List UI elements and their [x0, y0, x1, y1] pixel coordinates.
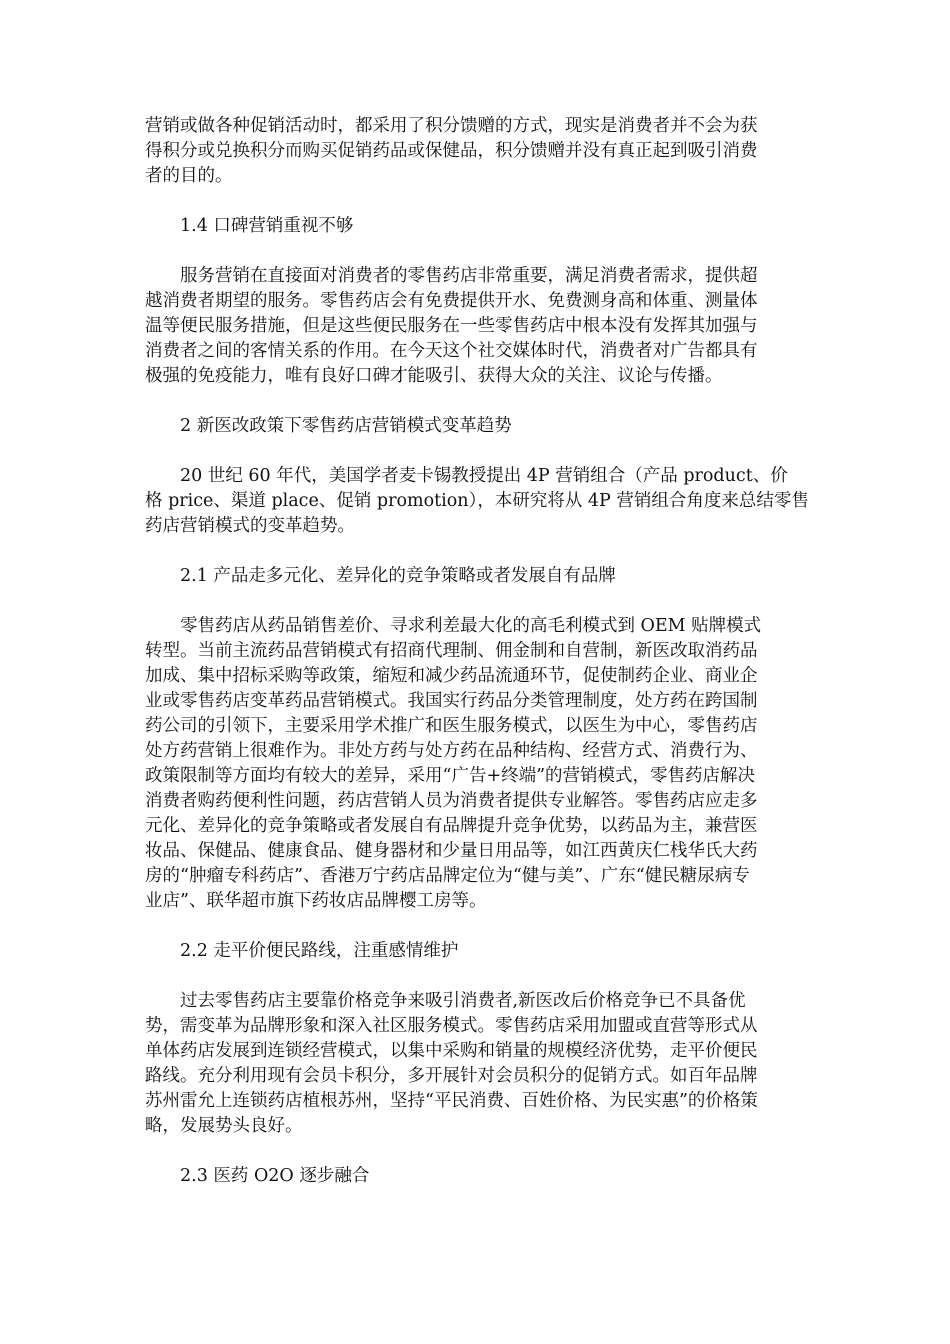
heading-text: 2.1 产品走多元化、差异化的竞争策略或者发展自有品牌	[180, 566, 616, 586]
text-line: 政策限制等方面均有较大的差异，采用“广告+终端”的营销模式，零售药店解决	[145, 766, 756, 786]
text-line: 药公司的引领下，主要采用学术推广和医生服务模式，以医生为中心，零售药店	[145, 716, 758, 736]
text-line: 温等便民服务措施，但是这些便民服务在一些零售药店中根本没有发挥其加强与	[145, 316, 758, 336]
text-line: 加成、集中招标采购等政策，缩短和减少药品流通环节，促使制药企业、商业企	[145, 666, 758, 686]
text-line: 营销或做各种促销活动时，都采用了积分馈赠的方式，现实是消费者并不会为获	[145, 116, 758, 136]
text-line: 处方药营销上很难作为。非处方药与处方药在品种结构、经营方式、消费行为、	[145, 741, 758, 761]
paragraph	[145, 464, 815, 539]
text-line: 房的“肿瘤专科药店”、香港万宁药店品牌定位为“健与美”、广东“健民糖尿病专	[145, 866, 750, 886]
section-heading	[145, 1164, 850, 1189]
heading-text: 2 新医改政策下零售药店营销模式变革趋势	[180, 416, 512, 436]
text-line: 业店”、联华超市旗下药妆店品牌樱工房等。	[145, 891, 487, 911]
section-heading	[145, 414, 850, 439]
text-line: 路线。充分利用现有会员卡积分，多开展针对会员积分的促销方式。如百年品牌	[145, 1066, 758, 1086]
text-line: 极强的免疫能力，唯有良好口碑才能吸引、获得大众的关注、议论与传播。	[145, 366, 723, 386]
paragraph	[145, 264, 815, 389]
heading-text: 2.2 走平价便民路线，注重感情维护	[180, 941, 459, 961]
text-line: 药店营销模式的变革趋势。	[145, 516, 355, 536]
heading-text: 2.3 医药 O2O 逐步融合	[180, 1166, 370, 1186]
text-line: 元化、差异化的竞争策略或者发展自有品牌提升竞争优势，以药品为主，兼营医	[145, 816, 758, 836]
text-line: 者的目的。	[145, 166, 233, 186]
text-line: 得积分或兑换积分而购买促销药品或保健品，积分馈赠并没有真正起到吸引消费	[145, 141, 758, 161]
text-line: 零售药店从药品销售差价、寻求利差最大化的高毛利模式到 OEM 贴牌模式	[180, 616, 762, 636]
paragraph	[145, 614, 815, 914]
section-heading	[145, 939, 850, 964]
text-line: 单体药店发展到连锁经营模式，以集中采购和销量的规模经济优势，走平价便民	[145, 1041, 758, 1061]
text-line: 格 price、渠道 place、促销 promotion），本研究将从 4P 营销组合角度来总结零售	[145, 491, 809, 511]
text-line: 服务营销在直接面对消费者的零售药店非常重要，满足消费者需求，提供超	[180, 266, 758, 286]
text-line: 略，发展势头良好。	[145, 1116, 303, 1136]
text-line: 转型。当前主流药品营销模式有招商代理制、佣金制和自营制，新医改取消药品	[145, 641, 758, 661]
text-line: 过去零售药店主要靠价格竞争来吸引消费者,新医改后价格竞争已不具备优	[180, 991, 746, 1011]
text-line: 消费者之间的客情关系的作用。在今天这个社交媒体时代，消费者对广告都具有	[145, 341, 758, 361]
text-line: 消费者购药便利性问题，药店营销人员为消费者提供专业解答。零售药店应走多	[145, 791, 758, 811]
text-line: 妆品、保健品、健康食品、健身器材和少量日用品等，如江西黄庆仁栈华氏大药	[145, 841, 758, 861]
text-line: 越消费者期望的服务。零售药店会有免费提供开水、免费测身高和体重、测量体	[145, 291, 758, 311]
heading-text: 1.4 口碑营销重视不够	[180, 216, 354, 236]
text-line: 苏州雷允上连锁药店植根苏州，坚持“平民消费、百姓价格、为民实惠”的价格策	[145, 1091, 758, 1111]
paragraph-continuation	[145, 114, 815, 189]
text-line: 业或零售药店变革药品营销模式。我国实行药品分类管理制度，处方药在跨国制	[145, 691, 758, 711]
text-line: 20 世纪 60 年代，美国学者麦卡锡教授提出 4P 营销组合（产品 product、价	[180, 466, 788, 486]
section-heading	[145, 214, 850, 239]
section-heading	[145, 564, 850, 589]
text-line: 势，需变革为品牌形象和深入社区服务模式。零售药店采用加盟或直营等形式从	[145, 1016, 758, 1036]
paragraph	[145, 989, 815, 1139]
